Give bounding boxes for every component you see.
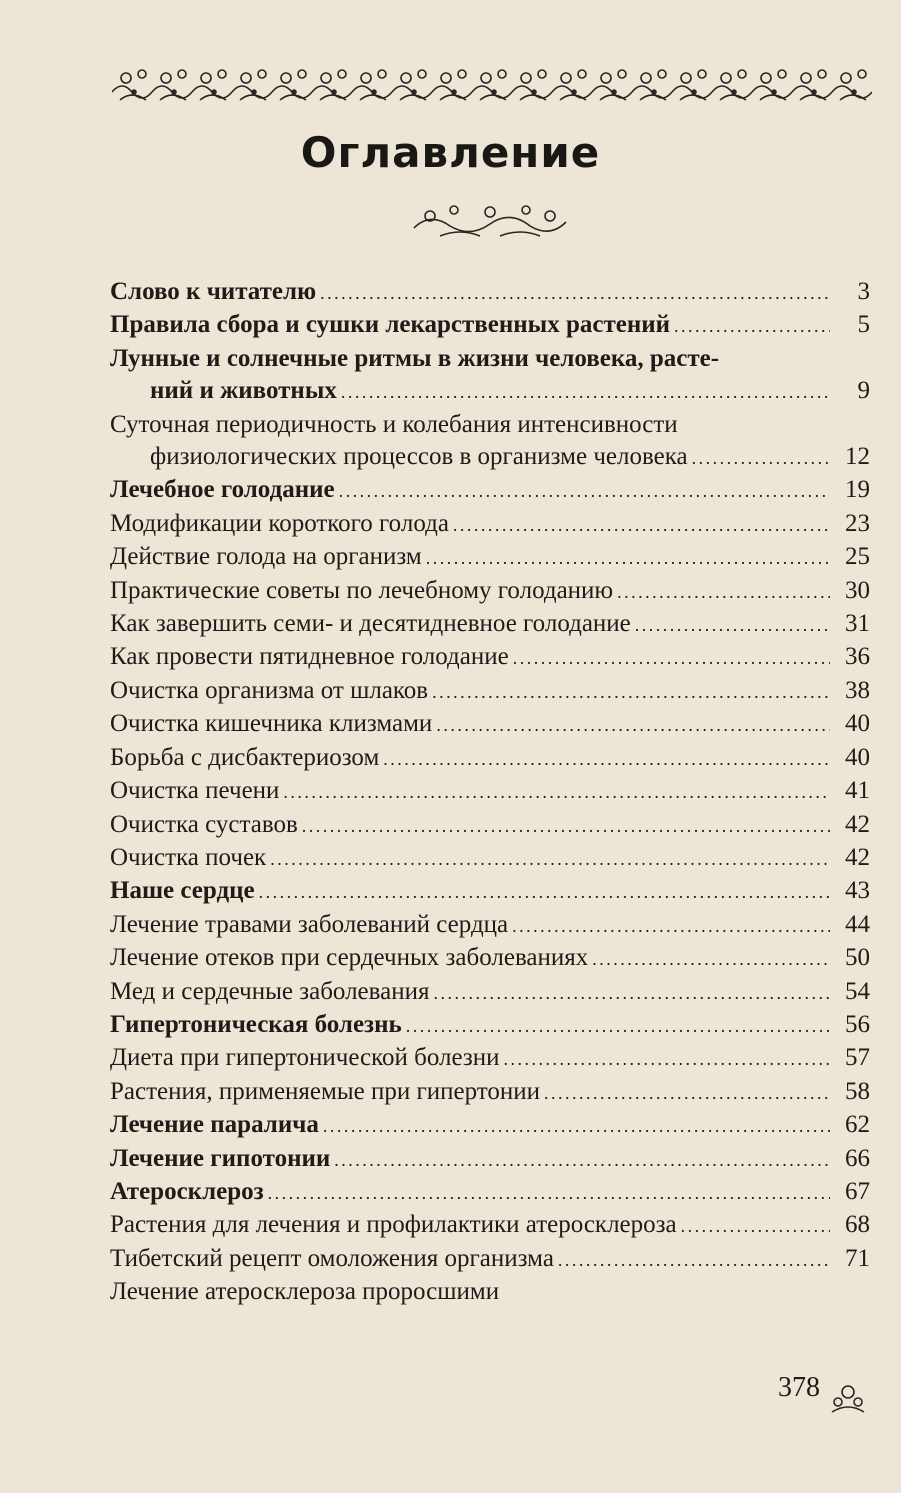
dot-leader xyxy=(617,575,830,608)
toc-entry xyxy=(110,474,870,507)
toc-entry-title: Правила сбора и сушки лекарственных растений xyxy=(110,311,671,339)
dot-leader xyxy=(320,276,830,309)
toc-entry-title: Модификации короткого голода xyxy=(110,509,449,537)
toc-entry-title: Растения, применяемые при гипертонии xyxy=(110,1077,541,1105)
dot-leader xyxy=(512,909,830,942)
dot-leader xyxy=(406,1009,830,1042)
toc-page-number: 67 xyxy=(845,1177,870,1205)
toc-entry xyxy=(110,641,870,674)
toc-entry xyxy=(110,608,870,641)
dot-leader xyxy=(259,875,830,908)
toc-entry xyxy=(110,1176,870,1209)
toc-page-number: 57 xyxy=(845,1044,870,1072)
toc-entry xyxy=(110,675,870,708)
toc-entry xyxy=(110,575,870,608)
dot-leader xyxy=(426,541,830,574)
toc-entry xyxy=(110,1143,870,1176)
toc-entry xyxy=(110,1042,870,1075)
toc-entry xyxy=(110,1209,870,1242)
table-of-contents xyxy=(110,276,870,1309)
toc-entry xyxy=(110,708,870,741)
toc-page-number: 3 xyxy=(857,278,870,305)
toc-entry-title: Гипертоническая болезнь xyxy=(110,1010,402,1038)
toc-entry-title: Лечение травами заболеваний сердца xyxy=(110,910,509,938)
toc-entry-title: Как провести пятидневное голодание xyxy=(110,643,509,671)
toc-page-number: 40 xyxy=(845,743,870,771)
dot-leader xyxy=(592,942,830,975)
dot-leader xyxy=(268,1176,830,1209)
toc-entry xyxy=(110,276,870,309)
dot-leader xyxy=(302,809,830,842)
dot-leader xyxy=(341,375,830,408)
toc-entry xyxy=(110,809,870,842)
toc-entry-title: Лечение атеросклероза проросшими xyxy=(110,1278,500,1306)
dot-leader xyxy=(453,508,830,541)
page-number: 378 xyxy=(778,1372,820,1403)
toc-page-number: 38 xyxy=(845,676,870,704)
toc-page-number: 44 xyxy=(845,910,870,938)
toc-page-number: 62 xyxy=(845,1111,870,1139)
toc-entry xyxy=(110,1109,870,1142)
toc-entry-title: Растения для лечения и профилактики атеросклероза xyxy=(110,1211,677,1239)
toc-page-number: 42 xyxy=(845,810,870,838)
toc-entry-title: Лечение паралича xyxy=(110,1111,319,1139)
dot-leader xyxy=(433,976,830,1009)
flower-icon xyxy=(826,1380,870,1416)
toc-entry xyxy=(110,1009,870,1042)
toc-page-number: 50 xyxy=(845,944,870,972)
toc-entry xyxy=(110,775,870,808)
toc-entry xyxy=(110,541,870,574)
toc-entry-title: Мед и сердечные заболевания xyxy=(110,977,430,1005)
toc-entry-title: ний и животных xyxy=(150,377,337,405)
toc-entry-title: Борьба с дисбактериозом xyxy=(110,743,380,771)
toc-entry-title: Очистка печени xyxy=(110,777,280,805)
dot-leader xyxy=(270,842,830,875)
toc-page-number: 41 xyxy=(845,777,870,805)
dot-leader xyxy=(692,441,830,474)
toc-page-number: 56 xyxy=(845,1010,870,1038)
toc-page-number: 19 xyxy=(845,476,870,504)
toc-page-number: 31 xyxy=(845,610,870,638)
toc-entry-title: Очистка суставов xyxy=(110,810,298,838)
floral-border-ornament xyxy=(112,62,872,108)
toc-entry xyxy=(110,1276,870,1308)
toc-entry-title: Лечение отеков при сердечных заболеваниях xyxy=(110,944,589,972)
toc-entry xyxy=(110,508,870,541)
toc-entry-title: Действие голода на организм xyxy=(110,543,422,571)
toc-entry-title: физиологических процессов в организме человека xyxy=(150,443,688,471)
toc-entry-title: Тибетский рецепт омоложения организма xyxy=(110,1244,554,1272)
dot-leader xyxy=(558,1243,830,1276)
toc-page-number: 40 xyxy=(845,710,870,738)
toc-entry xyxy=(110,909,870,942)
toc-entry xyxy=(110,976,870,1009)
toc-page-number: 5 xyxy=(857,311,870,339)
toc-page-number: 23 xyxy=(845,509,870,537)
dot-leader xyxy=(436,708,830,741)
toc-entry-title: Как завершить семи- и десятидневное голодание xyxy=(110,610,631,638)
toc-entry xyxy=(110,309,870,342)
toc-entry-title: Очистка почек xyxy=(110,843,267,871)
toc-entry xyxy=(110,875,870,908)
toc-page-number: 58 xyxy=(845,1077,870,1105)
toc-page-number: 30 xyxy=(845,576,870,604)
toc-page-number: 66 xyxy=(845,1144,870,1172)
dot-leader xyxy=(383,742,830,775)
toc-entry xyxy=(110,842,870,875)
dot-leader xyxy=(339,474,830,507)
toc-entry-title: Наше сердце xyxy=(110,877,255,905)
dot-leader xyxy=(432,675,830,708)
toc-entry xyxy=(110,742,870,775)
toc-page-number: 71 xyxy=(845,1244,870,1272)
dot-leader xyxy=(283,775,830,808)
toc-entry-title: Очистка кишечника клизмами xyxy=(110,710,433,738)
toc-page-number: 25 xyxy=(845,543,870,571)
toc-entry xyxy=(110,1243,870,1276)
toc-entry-title: Слово к читателю xyxy=(110,278,317,305)
floral-divider-ornament xyxy=(410,198,570,244)
dot-leader xyxy=(681,1209,830,1242)
toc-page-number: 68 xyxy=(845,1211,870,1239)
toc-entry-title: Лунные и солнечные ритмы в жизни человека, расте- xyxy=(110,344,720,372)
page-title: Оглавление xyxy=(300,128,601,177)
dot-leader xyxy=(334,1143,830,1176)
toc-entry-title: Атеросклероз xyxy=(110,1177,264,1205)
toc-page-number: 36 xyxy=(845,643,870,671)
dot-leader xyxy=(504,1042,830,1075)
dot-leader xyxy=(323,1109,830,1142)
toc-entry-title: Очистка организма от шлаков xyxy=(110,676,429,704)
toc-entry xyxy=(110,343,870,409)
toc-page-number: 54 xyxy=(845,977,870,1005)
toc-entry-title: Суточная периодичность и колебания интенсивности xyxy=(110,410,678,438)
toc-entry-title: Практические советы по лечебному голоданию xyxy=(110,576,614,604)
toc-page-number: 43 xyxy=(845,877,870,905)
toc-entry xyxy=(110,409,870,475)
toc-page-number: 12 xyxy=(845,443,870,471)
dot-leader xyxy=(674,309,830,342)
toc-entry-title: Лечебное голодание xyxy=(110,476,335,504)
toc-entry xyxy=(110,942,870,975)
toc-page-number: 9 xyxy=(857,377,870,405)
dot-leader xyxy=(544,1076,830,1109)
toc-page-number: 42 xyxy=(845,843,870,871)
dot-leader xyxy=(635,608,830,641)
toc-entry-title: Лечение гипотонии xyxy=(110,1144,331,1172)
dot-leader xyxy=(513,641,830,674)
toc-entry xyxy=(110,1076,870,1109)
toc-entry-title: Диета при гипертонической болезни xyxy=(110,1044,500,1072)
